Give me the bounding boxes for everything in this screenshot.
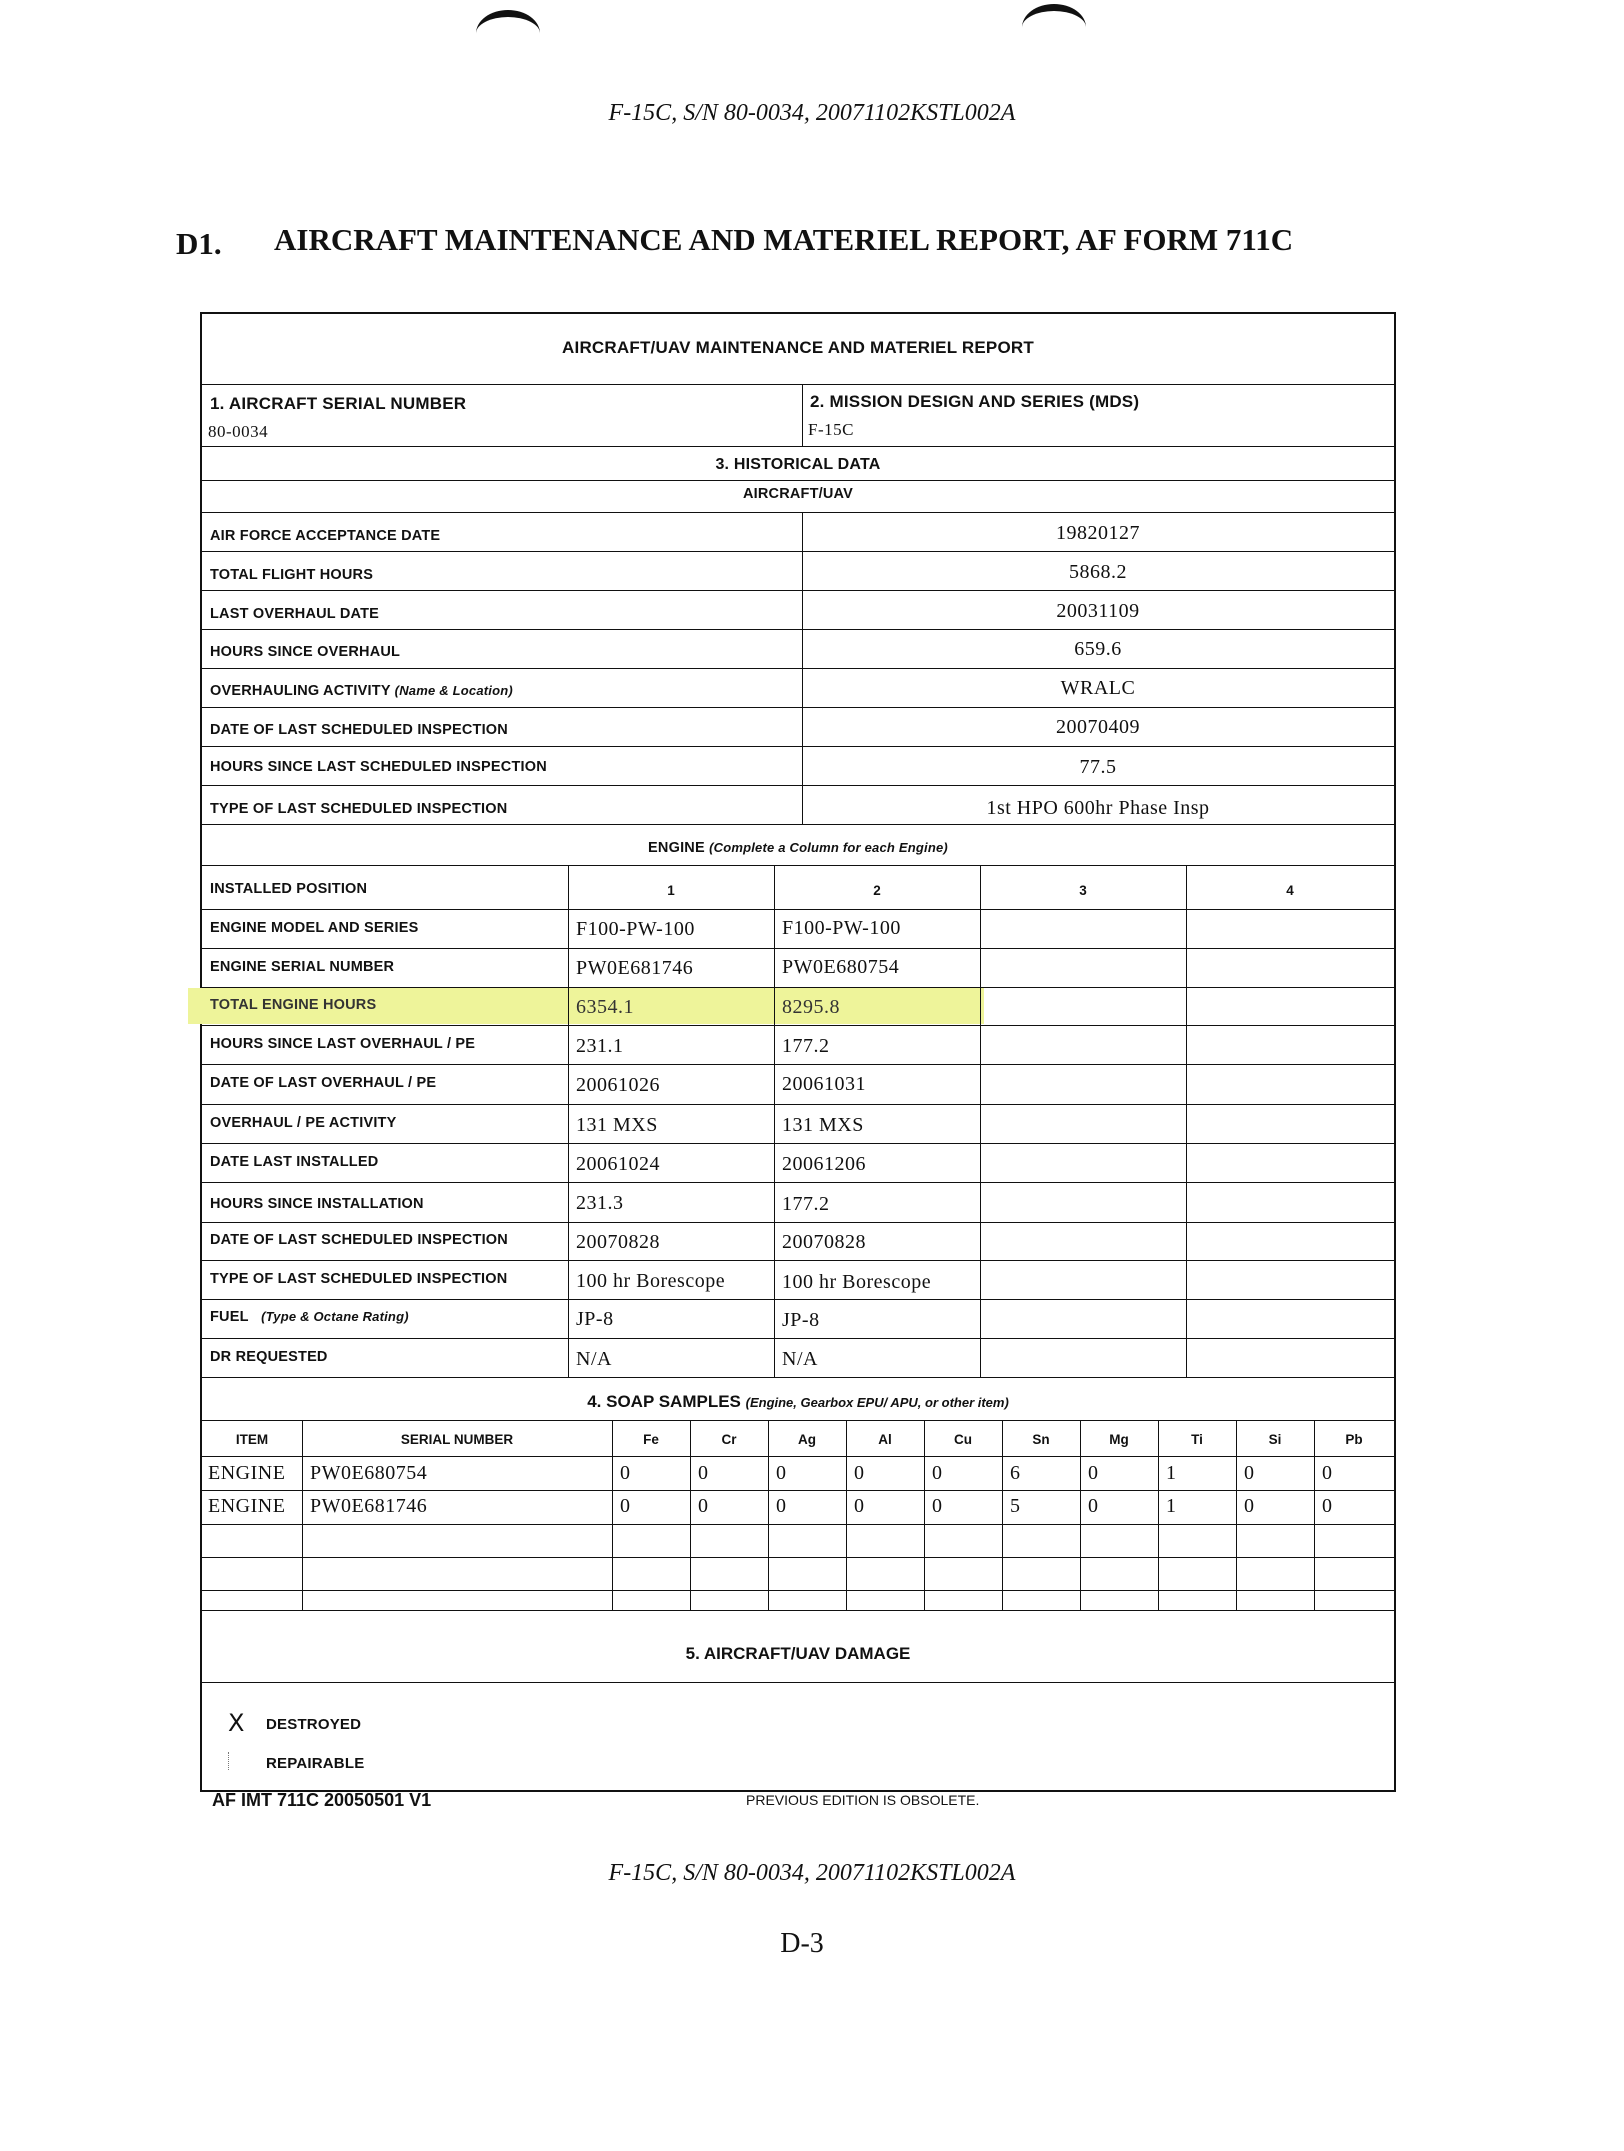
engine-row-12-e1: N/A xyxy=(576,1348,612,1370)
engine-row-11-e2: JP-8 xyxy=(782,1309,820,1331)
running-footer: F-15C, S/N 80-0034, 20071102KSTL002A xyxy=(608,1860,1016,1886)
engine-section-header xyxy=(202,840,1394,856)
repairable-label: REPAIRABLE xyxy=(266,1755,365,1772)
hist-label-4 xyxy=(210,683,513,699)
hist-value-4: WRALC xyxy=(1060,677,1136,699)
engine-pos-2: 2 xyxy=(873,883,881,898)
aircraft-serial-value: 80-0034 xyxy=(208,422,269,441)
destroyed-mark: X xyxy=(228,1709,245,1737)
soap-col-mg: Mg xyxy=(1109,1432,1129,1447)
engine-row-6-e1: 131 MXS xyxy=(576,1114,658,1136)
obsolete-notice: PREVIOUS EDITION IS OBSOLETE. xyxy=(746,1792,980,1808)
engine-row-5-e1: 20061026 xyxy=(576,1074,660,1096)
hist-label-7: TYPE OF LAST SCHEDULED INSPECTION xyxy=(210,801,508,817)
engine-row-label-11 xyxy=(210,1309,409,1325)
soap-col-ti: Ti xyxy=(1191,1432,1203,1447)
page-number: D-3 xyxy=(780,1928,824,1959)
engine-header-title: ENGINE xyxy=(648,840,705,856)
engine-row-label-8: HOURS SINCE INSTALLATION xyxy=(210,1196,424,1212)
soap-col-fe: Fe xyxy=(643,1432,659,1447)
engine-row-label-5: DATE OF LAST OVERHAUL / PE xyxy=(210,1075,437,1091)
soap-r0-pb: 0 xyxy=(1322,1462,1333,1484)
soap-r0-si: 0 xyxy=(1244,1462,1255,1484)
hist-label-5: DATE OF LAST SCHEDULED INSPECTION xyxy=(210,722,508,738)
soap-col-item: ITEM xyxy=(235,1432,269,1447)
form-id: AF IMT 711C 20050501 V1 xyxy=(212,1790,432,1810)
section-4-title: 4. SOAP SAMPLES xyxy=(587,1392,741,1411)
soap-r1-fe: 0 xyxy=(620,1495,631,1517)
engine-pos-1: 1 xyxy=(667,883,675,898)
engine-row-7-e2: 20061206 xyxy=(782,1153,866,1175)
engine-header-note: (Complete a Column for each Engine) xyxy=(709,840,948,855)
engine-row-label-12: DR REQUESTED xyxy=(210,1349,328,1365)
soap-r0-sn: 6 xyxy=(1010,1462,1021,1484)
hist-value-2: 20031109 xyxy=(1056,600,1140,622)
aircraft-serial-label: 1. AIRCRAFT SERIAL NUMBER xyxy=(210,394,467,413)
hist-value-6: 77.5 xyxy=(1079,756,1117,778)
soap-col-ag: Ag xyxy=(798,1432,816,1447)
aircraft-uav-subtitle: AIRCRAFT/UAV xyxy=(742,486,854,502)
engine-row-4-e2: 177.2 xyxy=(782,1035,830,1057)
soap-r1-sn: 5 xyxy=(1010,1495,1021,1517)
engine-row-2-e2: PW0E680754 xyxy=(782,956,900,978)
hist-value-3: 659.6 xyxy=(1074,638,1122,660)
soap-r1-cu: 0 xyxy=(932,1495,943,1517)
soap-r1-item: ENGINE xyxy=(208,1495,286,1517)
soap-r1-al: 0 xyxy=(854,1495,865,1517)
running-header: F-15C, S/N 80-0034, 20071102KSTL002A xyxy=(608,100,1016,126)
form-title: AIRCRAFT/UAV MAINTENANCE AND MATERIEL REPORT xyxy=(562,338,1034,357)
engine-row-label-2: ENGINE SERIAL NUMBER xyxy=(210,959,395,975)
engine-row-4-e1: 231.1 xyxy=(576,1035,624,1057)
mds-value: F-15C xyxy=(808,420,854,439)
section-5-title: 5. AIRCRAFT/UAV DAMAGE xyxy=(685,1644,911,1663)
soap-r0-ti: 1 xyxy=(1166,1462,1177,1484)
engine-row-1-e1: F100-PW-100 xyxy=(576,918,695,940)
soap-col-cu: Cu xyxy=(954,1432,972,1447)
soap-r1-mg: 0 xyxy=(1088,1495,1099,1517)
engine-row-label-6: OVERHAUL / PE ACTIVITY xyxy=(210,1115,397,1131)
hist-label-2: LAST OVERHAUL DATE xyxy=(210,606,380,622)
destroyed-label: DESTROYED xyxy=(266,1716,362,1733)
soap-r1-ag: 0 xyxy=(776,1495,787,1517)
engine-row-label-4: HOURS SINCE LAST OVERHAUL / PE xyxy=(210,1036,476,1052)
form-711c xyxy=(200,312,1396,1792)
engine-row-3-e1: 6354.1 xyxy=(576,996,634,1018)
soap-r1-pb: 0 xyxy=(1322,1495,1333,1517)
doc-title-number: D1. xyxy=(176,226,222,261)
punch-hole-left xyxy=(476,10,540,57)
soap-col-si: Si xyxy=(1268,1432,1282,1447)
engine-row-label-1: ENGINE MODEL AND SERIES xyxy=(210,920,419,936)
engine-row-2-e1: PW0E681746 xyxy=(576,957,694,979)
engine-row-8-e2: 177.2 xyxy=(782,1193,830,1215)
engine-row-label-10: TYPE OF LAST SCHEDULED INSPECTION xyxy=(210,1271,508,1287)
soap-r0-cu: 0 xyxy=(932,1462,943,1484)
engine-pos-4: 4 xyxy=(1286,883,1294,898)
engine-row-5-e2: 20061031 xyxy=(782,1073,866,1095)
engine-pos-3: 3 xyxy=(1079,883,1087,898)
engine-row-3-e2: 8295.8 xyxy=(782,996,840,1018)
soap-r0-al: 0 xyxy=(854,1462,865,1484)
engine-row-12-e2: N/A xyxy=(782,1348,818,1370)
engine-row-10-e2: 100 hr Borescope xyxy=(782,1271,932,1293)
hist-value-1: 5868.2 xyxy=(1069,561,1127,583)
repairable-checkbox[interactable] xyxy=(228,1752,247,1770)
engine-row-9-e2: 20070828 xyxy=(782,1231,866,1253)
mds-label: 2. MISSION DESIGN AND SERIES (MDS) xyxy=(810,392,1140,411)
soap-r1-ti: 1 xyxy=(1166,1495,1177,1517)
doc-title-text: AIRCRAFT MAINTENANCE AND MATERIEL REPORT, AF FORM 711C xyxy=(274,222,1294,257)
engine-row-9-e1: 20070828 xyxy=(576,1231,660,1253)
engine-row-label-7: DATE LAST INSTALLED xyxy=(210,1154,379,1170)
soap-r0-ag: 0 xyxy=(776,1462,787,1484)
engine-row-1-e2: F100-PW-100 xyxy=(782,917,901,939)
soap-r1-si: 0 xyxy=(1244,1495,1255,1517)
engine-row-7-e1: 20061024 xyxy=(576,1153,660,1175)
soap-r0-item: ENGINE xyxy=(208,1462,286,1484)
hist-label-3: HOURS SINCE OVERHAUL xyxy=(210,644,401,660)
section-4-note: (Engine, Gearbox EPU/ APU, or other item) xyxy=(745,1395,1009,1410)
soap-col-cr: Cr xyxy=(721,1432,737,1447)
soap-r0-mg: 0 xyxy=(1088,1462,1099,1484)
engine-row-label-9: DATE OF LAST SCHEDULED INSPECTION xyxy=(210,1232,508,1248)
engine-row-label-0: INSTALLED POSITION xyxy=(210,881,368,897)
soap-r1-serial: PW0E681746 xyxy=(310,1495,428,1517)
hist-value-5: 20070409 xyxy=(1056,716,1140,738)
soap-col-sn: Sn xyxy=(1032,1432,1050,1447)
engine-row-11-e1: JP-8 xyxy=(576,1308,614,1330)
destroyed-checkbox[interactable] xyxy=(228,1709,246,1737)
hist-value-0: 19820127 xyxy=(1056,522,1140,544)
section-4-header xyxy=(202,1392,1394,1412)
hist-label-4-text: OVERHAULING ACTIVITY xyxy=(210,683,391,699)
soap-col-al: Al xyxy=(878,1432,892,1447)
engine-row-label-3: TOTAL ENGINE HOURS xyxy=(210,997,377,1013)
soap-r1-cr: 0 xyxy=(698,1495,709,1517)
soap-r0-cr: 0 xyxy=(698,1462,709,1484)
engine-row-10-e1: 100 hr Borescope xyxy=(576,1270,726,1292)
fuel-label-note: (Type & Octane Rating) xyxy=(261,1309,409,1324)
hist-label-6: HOURS SINCE LAST SCHEDULED INSPECTION xyxy=(210,759,547,775)
soap-r0-fe: 0 xyxy=(620,1462,631,1484)
engine-row-8-e1: 231.3 xyxy=(576,1192,624,1214)
hist-label-0: AIR FORCE ACCEPTANCE DATE xyxy=(210,528,441,544)
fuel-label-text: FUEL xyxy=(210,1309,249,1325)
soap-col-pb: Pb xyxy=(1345,1432,1363,1447)
section-3-title: 3. HISTORICAL DATA xyxy=(715,456,881,473)
punch-hole-right xyxy=(1022,4,1086,51)
engine-row-6-e2: 131 MXS xyxy=(782,1114,864,1136)
hist-value-7: 1st HPO 600hr Phase Insp xyxy=(986,797,1210,819)
hist-label-1: TOTAL FLIGHT HOURS xyxy=(210,567,374,583)
hist-label-4-note: (Name & Location) xyxy=(394,683,513,698)
soap-r0-serial: PW0E680754 xyxy=(310,1462,428,1484)
soap-col-serial: SERIAL NUMBER xyxy=(400,1432,514,1447)
